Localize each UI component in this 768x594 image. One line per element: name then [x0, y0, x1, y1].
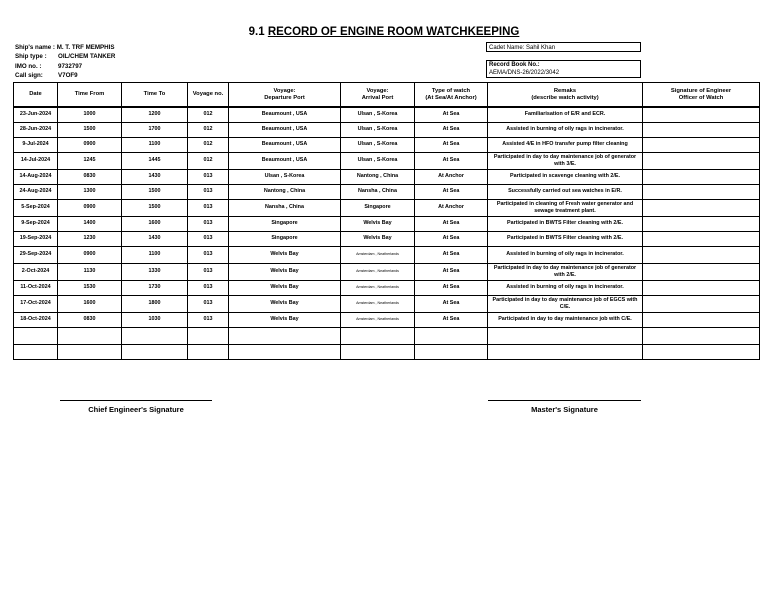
cell-watch: At Sea	[415, 137, 488, 152]
cell-dep	[229, 344, 341, 359]
cell-remark	[488, 327, 643, 344]
cell-from: 0900	[58, 246, 122, 263]
table-row	[14, 263, 760, 280]
table-row	[14, 216, 760, 231]
cell-voy: 012	[188, 122, 229, 137]
record-book-label: Record Book No.:	[489, 62, 540, 68]
cell-remark: Assisted 4/E in HFO transfer pump filter cleaning	[488, 137, 643, 152]
cell-to: 1700	[122, 122, 188, 137]
cell-from: 1500	[58, 122, 122, 137]
record-book-value: AEMA/DNS-26/2022/3042	[489, 70, 560, 76]
cell-voy: 013	[188, 231, 229, 246]
table-row	[14, 137, 760, 152]
ship-name-value: M. T. TRF MEMPHIS	[56, 44, 115, 51]
col-remarks: Remaks (describe watch activity)	[488, 83, 643, 108]
cell-sig	[643, 246, 760, 263]
cell-arr: Nantong , China	[341, 169, 415, 184]
cell-remark: Assisted in burning of oily rags in incinerator.	[488, 122, 643, 137]
cell-voy: 013	[188, 246, 229, 263]
cell-to	[122, 344, 188, 359]
cell-date: 24-Aug-2024	[14, 184, 58, 199]
cell-voy: 013	[188, 312, 229, 327]
cell-to: 1800	[122, 295, 188, 312]
cell-to: 1430	[122, 169, 188, 184]
cell-remark: Participated in BWTS Filter cleaning with 2/E.	[488, 216, 643, 231]
cell-dep: Singapore	[229, 216, 341, 231]
cell-from: 1230	[58, 231, 122, 246]
cell-watch: At Sea	[415, 280, 488, 295]
cell-watch	[415, 327, 488, 344]
cell-arr: Amsterdam , Neatherlands	[341, 263, 415, 280]
cell-arr: Nansha , China	[341, 184, 415, 199]
col-signature: Signature of Engineer Officer of Watch	[643, 83, 760, 108]
imo-label: IMO no. :	[15, 62, 42, 70]
signature-line	[60, 400, 212, 401]
cell-sig	[643, 169, 760, 184]
cell-dep: Beaumount , USA	[229, 152, 341, 169]
cell-watch: At Sea	[415, 263, 488, 280]
cell-to: 1600	[122, 216, 188, 231]
cell-remark: Participated in scavenge cleaning with 2/E.	[488, 169, 643, 184]
cell-date: 14-Jul-2024	[14, 152, 58, 169]
cell-sig	[643, 199, 760, 216]
imo-row	[15, 62, 115, 71]
col-date: Date	[14, 83, 58, 108]
cell-date: 29-Sep-2024	[14, 246, 58, 263]
cell-from: 1600	[58, 295, 122, 312]
cell-to: 1330	[122, 263, 188, 280]
signature-line	[488, 400, 641, 401]
cell-dep: Nantong , China	[229, 184, 341, 199]
cell-watch	[415, 344, 488, 359]
col-time-to: Time To	[122, 83, 188, 108]
cell-voy: 013	[188, 199, 229, 216]
col-arrival-port: Voyage: Arrival Port	[341, 83, 415, 108]
cell-remark: Familiarisation of E/R and ECR.	[488, 107, 643, 122]
cell-date: 19-Sep-2024	[14, 231, 58, 246]
table-row	[14, 295, 760, 312]
cell-remark: Assisted in burning of oily rags in incinerator.	[488, 280, 643, 295]
cell-sig	[643, 263, 760, 280]
cell-date: 11-Oct-2024	[14, 280, 58, 295]
table-header-row	[14, 83, 760, 108]
cell-watch: At Sea	[415, 107, 488, 122]
cell-voy: 013	[188, 169, 229, 184]
ship-info-block	[15, 43, 115, 80]
cell-remark: Participated in day to day maintenance job of generator with 2/E.	[488, 263, 643, 280]
cell-sig	[643, 137, 760, 152]
cell-from: 1130	[58, 263, 122, 280]
cell-to: 1100	[122, 137, 188, 152]
col-voyage-no: Voyage no.	[188, 83, 229, 108]
cell-dep: Welvis Bay	[229, 295, 341, 312]
cell-arr: Singapore	[341, 199, 415, 216]
table-row	[14, 344, 760, 359]
cell-arr: Amsterdam , Neatherlands	[341, 246, 415, 263]
record-book-box	[486, 60, 641, 78]
cell-voy: 012	[188, 152, 229, 169]
table-row	[14, 327, 760, 344]
cell-dep: Welvis Bay	[229, 280, 341, 295]
cell-watch: At Sea	[415, 312, 488, 327]
cell-date: 17-Oct-2024	[14, 295, 58, 312]
cell-voy: 013	[188, 184, 229, 199]
cell-watch: At Sea	[415, 295, 488, 312]
call-sign-label: Call sign:	[15, 71, 43, 79]
cell-remark: Participated in day to day maintenance job of EGCS with C/E.	[488, 295, 643, 312]
cell-arr: Amsterdam , Neatherlands	[341, 312, 415, 327]
col-departure-port: Voyage: Departure Port	[229, 83, 341, 108]
cell-dep: Welvis Bay	[229, 263, 341, 280]
call-sign-row	[15, 71, 115, 80]
cell-arr: Welvis Bay	[341, 216, 415, 231]
cell-date	[14, 327, 58, 344]
master-signature-label: Master's Signature	[531, 405, 598, 414]
cell-remark	[488, 344, 643, 359]
cell-to: 1100	[122, 246, 188, 263]
cell-watch: At Anchor	[415, 169, 488, 184]
cell-remark: Successfully carried out sea watches in E/R.	[488, 184, 643, 199]
cell-voy: 013	[188, 263, 229, 280]
table-row	[14, 246, 760, 263]
watchkeeping-table	[13, 82, 760, 360]
ship-name-label: Ship's name :	[15, 44, 55, 51]
cell-date	[14, 344, 58, 359]
cell-sig	[643, 312, 760, 327]
table-row	[14, 312, 760, 327]
cell-from: 1300	[58, 184, 122, 199]
cell-sig	[643, 107, 760, 122]
cell-remark: Participated in BWTS Filter cleaning with 2/E.	[488, 231, 643, 246]
cell-dep: Singapore	[229, 231, 341, 246]
cell-voy: 012	[188, 137, 229, 152]
cell-dep: Beaumount , USA	[229, 122, 341, 137]
ship-type-value: OIL/CHEM TANKER	[58, 53, 116, 61]
table-body	[14, 107, 760, 359]
cell-remark: Assisted in burning of oily rags in incinerator.	[488, 246, 643, 263]
cell-from: 1530	[58, 280, 122, 295]
table-row	[14, 107, 760, 122]
cell-date: 9-Jul-2024	[14, 137, 58, 152]
cell-watch: At Sea	[415, 216, 488, 231]
cell-from: 1000	[58, 107, 122, 122]
cell-to	[122, 327, 188, 344]
cell-sig	[643, 327, 760, 344]
cell-remark: Participated in day to day maintenance job with C/E.	[488, 312, 643, 327]
table-row	[14, 122, 760, 137]
table-row	[14, 184, 760, 199]
cell-date: 2-Oct-2024	[14, 263, 58, 280]
cell-date: 5-Sep-2024	[14, 199, 58, 216]
cell-voy	[188, 344, 229, 359]
table-row	[14, 199, 760, 216]
cadet-name-box: Cadet Name: Sahil Khan	[486, 42, 641, 52]
cell-date: 28-Jun-2024	[14, 122, 58, 137]
imo-value: 9732797	[58, 62, 83, 70]
cell-from: 1400	[58, 216, 122, 231]
cell-date: 14-Aug-2024	[14, 169, 58, 184]
cell-to: 1430	[122, 231, 188, 246]
cell-watch: At Sea	[415, 184, 488, 199]
cell-voy: 012	[188, 107, 229, 122]
cell-arr: Welvis Bay	[341, 231, 415, 246]
cell-voy: 013	[188, 216, 229, 231]
cell-to: 1200	[122, 107, 188, 122]
title-number: 9.1	[248, 26, 265, 38]
cell-from: 1245	[58, 152, 122, 169]
cell-watch: At Sea	[415, 246, 488, 263]
cell-arr	[341, 344, 415, 359]
cell-arr: Ulsan , S-Korea	[341, 107, 415, 122]
cell-sig	[643, 122, 760, 137]
title-text: RECORD OF ENGINE ROOM WATCHKEEPING	[267, 26, 520, 38]
cell-sig	[643, 231, 760, 246]
cell-dep	[229, 327, 341, 344]
cell-voy	[188, 327, 229, 344]
ship-name-row	[15, 43, 115, 52]
cell-remark: Participated in day to day maintenance job of generator with 3/E.	[488, 152, 643, 169]
cell-sig	[643, 280, 760, 295]
ship-type-label: Ship type :	[15, 53, 47, 61]
cell-voy: 013	[188, 295, 229, 312]
chief-engineer-signature	[60, 400, 212, 414]
cell-watch: At Sea	[415, 231, 488, 246]
cell-dep: Welvis Bay	[229, 312, 341, 327]
cell-sig	[643, 216, 760, 231]
cell-from: 0830	[58, 312, 122, 327]
table-row	[14, 280, 760, 295]
cell-to: 1500	[122, 199, 188, 216]
page-title	[0, 26, 768, 38]
cell-to: 1030	[122, 312, 188, 327]
cell-from: 0900	[58, 199, 122, 216]
cell-arr: Ulsan , S-Korea	[341, 137, 415, 152]
master-signature	[488, 400, 641, 414]
cell-to: 1500	[122, 184, 188, 199]
cell-from: 0830	[58, 169, 122, 184]
cell-arr: Ulsan , S-Korea	[341, 122, 415, 137]
cell-dep: Beaumount , USA	[229, 107, 341, 122]
cell-from	[58, 327, 122, 344]
cell-arr	[341, 327, 415, 344]
table-row	[14, 152, 760, 169]
chief-engineer-signature-label: Chief Engineer's Signature	[88, 405, 184, 414]
cell-date: 23-Jun-2024	[14, 107, 58, 122]
cell-to: 1445	[122, 152, 188, 169]
cell-sig	[643, 295, 760, 312]
cell-dep: Ulsan , S-Korea	[229, 169, 341, 184]
cell-to: 1730	[122, 280, 188, 295]
cell-arr: Amsterdam , Neatherlands	[341, 280, 415, 295]
cell-remark: Participated in cleaning of Fresh water generator and sewage treatment plant.	[488, 199, 643, 216]
cell-sig	[643, 344, 760, 359]
table-row	[14, 231, 760, 246]
cell-from	[58, 344, 122, 359]
cell-dep: Nansha , China	[229, 199, 341, 216]
cell-arr: Ulsan , S-Korea	[341, 152, 415, 169]
col-time-from: Time From	[58, 83, 122, 108]
cell-sig	[643, 152, 760, 169]
cell-voy: 013	[188, 280, 229, 295]
ship-type-row	[15, 52, 115, 61]
cell-date: 9-Sep-2024	[14, 216, 58, 231]
table-row	[14, 169, 760, 184]
cell-watch: At Sea	[415, 122, 488, 137]
call-sign-value: V7OF9	[58, 71, 78, 79]
cell-arr: Amsterdam , Neatherlands	[341, 295, 415, 312]
cell-date: 18-Oct-2024	[14, 312, 58, 327]
col-watch-type: Type of watch (At Sea/At Anchor)	[415, 83, 488, 108]
cell-from: 0900	[58, 137, 122, 152]
cell-dep: Welvis Bay	[229, 246, 341, 263]
cell-sig	[643, 184, 760, 199]
cell-watch: At Sea	[415, 152, 488, 169]
cell-watch: At Anchor	[415, 199, 488, 216]
cell-dep: Beaumount , USA	[229, 137, 341, 152]
